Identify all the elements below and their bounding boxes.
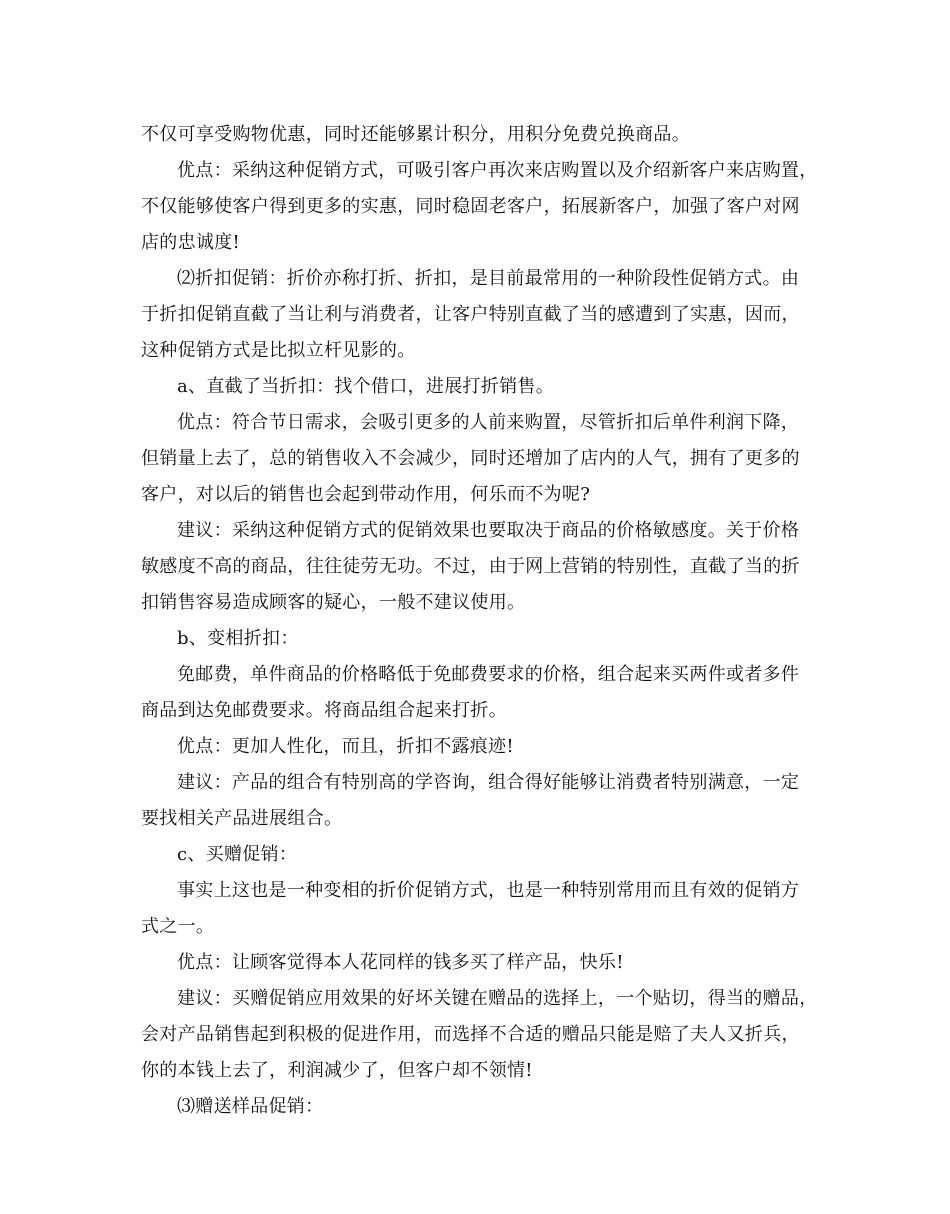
text-line: 客户，对以后的销售也会起到带动作用，何乐而不为呢? bbox=[141, 484, 591, 505]
text-line: 建议：买赠促销应用效果的好坏关键在赠品的选择上，一个贴切，得当的赠品， bbox=[177, 988, 818, 1009]
text-line: 你的本钱上去了，利润减少了，但客户却不领情! bbox=[141, 1060, 533, 1081]
text-line: 但销量上去了，总的销售收入不会减少，同时还增加了店内的人气，拥有了更多的 bbox=[141, 448, 800, 469]
text-line: 敏感度不高的商品，往往徒劳无功。不过，由于网上营销的特别性，直截了当的折 bbox=[141, 556, 800, 577]
text-line: 不仅能够使客户得到更多的实惠，同时稳固老客户，拓展新客户，加强了客户对网 bbox=[141, 196, 800, 217]
text-line: c、买赠促销： bbox=[177, 844, 298, 865]
text-line: 优点：让顾客觉得本人花同样的钱多买了样产品，快乐! bbox=[177, 952, 624, 973]
text-line: 于折扣促销直截了当让利与消费者，让客户特别直截了当的感遭到了实惠，因而， bbox=[141, 304, 800, 325]
text-line: ⑵折扣促销：折价亦称打折、折扣，是目前最常用的一种阶段性促销方式。由 bbox=[177, 268, 800, 289]
text-line: 不仅可享受购物优惠，同时还能够累计积分，用积分免费兑换商品。 bbox=[141, 124, 690, 145]
text-line: b、变相折扣： bbox=[177, 628, 299, 649]
text-line: 这种促销方式是比拟立杆见影的。 bbox=[141, 340, 416, 361]
text-line: 建议：采纳这种促销方式的促销效果也要取决于商品的价格敏感度。关于价格 bbox=[177, 520, 800, 541]
text-line: 免邮费，单件商品的价格略低于免邮费要求的价格，组合起来买两件或者多件 bbox=[177, 664, 800, 685]
text-line: a、直截了当折扣：找个借口，进展打折销售。 bbox=[177, 376, 555, 397]
text-line: 店的忠诚度! bbox=[141, 232, 241, 253]
text-line: 事实上这也是一种变相的折价促销方式，也是一种特别常用而且有效的促销方 bbox=[177, 880, 800, 901]
text-line: 优点：符合节日需求，会吸引更多的人前来购置，尽管折扣后单件利润下降， bbox=[177, 412, 800, 433]
text-line: 式之一。 bbox=[141, 916, 215, 937]
text-line: 优点：采纳这种促销方式，可吸引客户再次来店购置以及介绍新客户来店购置， bbox=[177, 160, 818, 181]
text-line: 商品到达免邮费要求。将商品组合起来打折。 bbox=[141, 700, 507, 721]
text-line: 优点：更加人性化，而且，折扣不露痕迹! bbox=[177, 736, 514, 757]
text-line: 扣销售容易造成顾客的疑心，一般不建议使用。 bbox=[141, 592, 526, 613]
text-line: 会对产品销售起到积极的促进作用，而选择不合适的赠品只能是赔了夫人又折兵， bbox=[141, 1024, 800, 1045]
text-line: 要找相关产品进展组合。 bbox=[141, 808, 343, 829]
text-line: 建议：产品的组合有特别高的学咨询，组合得好能够让消费者特别满意，一定 bbox=[177, 772, 800, 793]
text-line: ⑶赠送样品促销： bbox=[177, 1096, 324, 1117]
